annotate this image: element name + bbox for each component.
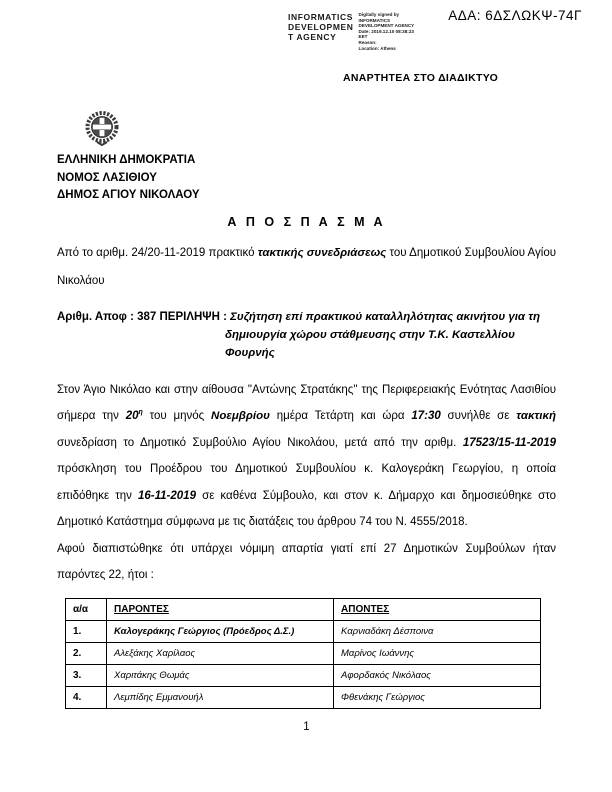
stamp-signature-line: INFORMATICS — [358, 17, 391, 23]
attendance-table-header — [66, 598, 541, 620]
attendance-table-body — [66, 620, 541, 708]
absent-member-cell: Καρνιαδάκη Δέσποινα — [334, 620, 541, 642]
text-segment: τακτική — [516, 410, 556, 422]
stamp-signature-line: DEVELOPMENT AGENCY — [358, 23, 415, 29]
decision-summary-paragraph — [57, 308, 556, 362]
digital-signature-stamp — [288, 12, 423, 51]
text-segment: Νοεμβρίου — [211, 410, 270, 422]
column-header-index: α/α — [66, 598, 107, 620]
decision-summary-text: Συζήτηση επί πρακτικού καταλληλότητας ακινήτου για τη δημιουργία χώρου στάθμευσης στην Τ.Κ. Καστελλίου Φουρνής — [225, 310, 540, 359]
text-segment: του μηνός — [142, 410, 212, 422]
table-header-row — [66, 598, 541, 620]
text-segment: τακτικής συνεδριάσεως — [257, 246, 387, 259]
quorum-paragraph: Αφού διαπιστώθηκε ότι υπάρχει νόμιμη απαρτία γιατί επί 27 Δημοτικών Συμβούλων ήταν παρόντες 22, ήτοι : — [57, 542, 556, 581]
attendance-table — [65, 598, 541, 709]
stamp-signature-line: EET — [358, 34, 368, 40]
page-number: 1 — [303, 720, 310, 733]
absent-member-cell: Αφορδακός Νικόλαος — [334, 664, 541, 686]
table-row — [66, 686, 541, 708]
present-member-cell: Λεμπίδης Εμμανουήλ — [107, 686, 334, 708]
text-segment: ημέρα Τετάρτη και ώρα — [269, 410, 412, 422]
stamp-agency-name — [288, 12, 354, 51]
text-segment: συνεδρίαση το Δημοτικό Συμβούλιο Αγίου Νικολάου, μετά από την αριθμ. — [57, 436, 463, 449]
greek-emblem-icon — [83, 110, 121, 146]
text-segment: η — [138, 409, 143, 417]
stamp-signature-details — [359, 12, 423, 51]
table-row — [66, 664, 541, 686]
text-segment: 16-11-2019 — [138, 489, 196, 502]
row-index-cell: 3. — [66, 664, 107, 686]
letterhead — [57, 152, 556, 205]
document-header — [57, 0, 582, 108]
text-segment: 17:30 — [411, 410, 441, 422]
absent-member-cell: Φθενάκης Γεώργιος — [334, 686, 541, 708]
text-segment: πρόσκληση του Προέδρου του Δημοτικού Συμβουλίου κ. Καλογεράκη Γεωργίου, η οποία επιδόθηκε την — [57, 463, 556, 502]
present-member-cell: Χαριτάκης Θωμάς — [107, 664, 334, 686]
stamp-agency-line: DEVELOPMEN — [288, 22, 354, 32]
posting-notice: ΑΝΑΡΤΗΤΕΑ ΣΤΟ ΔΙΑΔΙΚΤΥΟ — [343, 72, 499, 84]
stamp-agency-line: INFORMATICS — [288, 12, 353, 22]
stamp-agency-line: T AGENCY — [288, 32, 337, 42]
text-segment: του Δημοτικού Συμβουλίου Αγίου Νικολάου — [57, 246, 557, 287]
text-segment: 17523/15-11-2019 — [462, 436, 556, 449]
text-segment: συνήλθε σε — [440, 410, 517, 422]
text-segment: Από το αριθμ. 24/20-11-2019 πρακτικό — [57, 246, 258, 259]
column-header-absent: ΑΠΟΝΤΕΣ — [334, 598, 541, 620]
text-segment: Στον Άγιο Νικόλαο και στην αίθουσα "Αντώνης Στρατάκης" της Περιφερειακής Ενότητας Λασιθίου σήμερα την — [57, 383, 556, 422]
session-paragraph — [57, 377, 556, 536]
text-segment: 20 — [125, 410, 139, 422]
row-index-cell: 2. — [66, 642, 107, 664]
letterhead-municipality: ΔΗΜΟΣ ΑΓΙΟΥ ΝΙΚΟΛΑΟΥ — [57, 189, 200, 201]
intro-paragraph — [57, 239, 556, 295]
table-row — [66, 620, 541, 642]
present-member-cell: Αλεξάκης Χαρίλαος — [107, 642, 334, 664]
letterhead-republic: ΕΛΛΗΝΙΚΗ ΔΗΜΟΚΡΑΤΙΑ — [57, 154, 196, 166]
column-header-present: ΠΑΡΟΝΤΕΣ — [107, 598, 334, 620]
absent-member-cell: Μαρίνος Ιωάννης — [334, 642, 541, 664]
stamp-signature-line: Date: 2019.12.10 08:38:23 — [358, 28, 414, 34]
stamp-signature-line: Location: Athens — [358, 45, 396, 51]
document-title: Α Π Ο Σ Π Α Σ Μ Α — [227, 214, 386, 229]
decision-number-label: Αριθμ. Αποφ : 387 ΠΕΡΙΛΗΨΗ : — [57, 310, 231, 323]
ada-code: ΑΔΑ: 6ΔΣΛΩΚΨ-74Γ — [448, 8, 582, 23]
present-member-cell: Καλογεράκης Γεώργιος (Πρόεδρος Δ.Σ.) — [107, 620, 334, 642]
table-row — [66, 642, 541, 664]
row-index-cell: 4. — [66, 686, 107, 708]
row-index-cell: 1. — [66, 620, 107, 642]
stamp-signature-line: Digitally signed by — [358, 12, 400, 17]
stamp-signature-line: Reason: — [358, 39, 377, 45]
letterhead-prefecture: ΝΟΜΟΣ ΛΑΣΙΘΙΟΥ — [57, 171, 157, 184]
text-segment: σε καθένα Σύμβουλο, και στον κ. Δήμαρχο και δημοσιεύθηκε στο Δημοτικό Κατάστημα σύμφωνα με τις διατάξεις του άρθρου 74 του Ν. 4555/2018. — [57, 489, 556, 528]
